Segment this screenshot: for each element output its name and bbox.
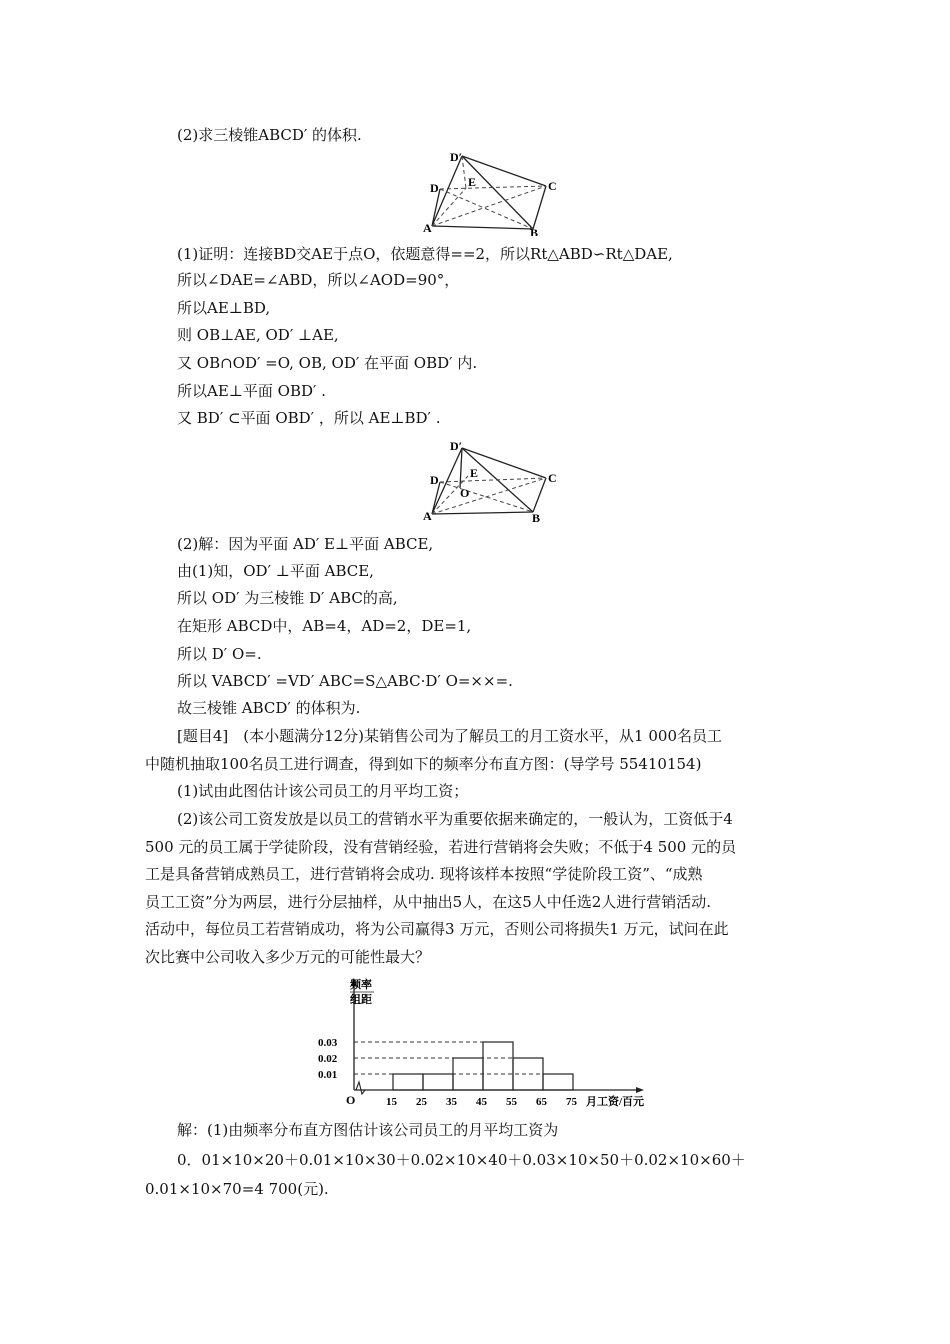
answer-line-3: 0.01×10×70=4 700(元). — [145, 1180, 329, 1198]
y-tick-label: 0.02 — [318, 1053, 338, 1065]
problem4-line-7: 员工工资”分为两层，进行分层抽样，从中抽出5人，在这5人中任选2人进行营销活动. — [145, 893, 712, 911]
fig2-label-dprime: D′ — [450, 439, 463, 453]
solution-line-1: (2)解：因为平面 AD′ E⊥平面 ABCE, — [177, 535, 434, 553]
proof-line-2: 所以∠DAE=∠ABD，所以∠AOD=90°， — [177, 271, 460, 289]
solution-line-2: 由(1)知，OD′ ⊥平面 ABCE, — [177, 562, 374, 580]
frequency-histogram — [318, 976, 668, 1118]
fig1-label-dprime: D′ — [450, 150, 463, 164]
proof-line-4: 则 OB⊥AE, OD′ ⊥AE, — [177, 326, 339, 344]
proof-line-7: 又 BD′ ⊂平面 OBD′ ，所以 AE⊥BD′ . — [177, 409, 441, 427]
fig2-label-d: D — [430, 473, 439, 487]
x-axis-title: 月工资/百元 — [586, 1096, 645, 1108]
x-axis-arrow — [636, 1087, 644, 1093]
fig1-label-d: D — [430, 181, 439, 195]
problem4-line-2: 中随机抽取100名员工进行调查，得到如下的频率分布直方图：(导学号 55410154) — [145, 755, 702, 773]
histogram-bar — [423, 1074, 453, 1090]
fig2-label-o: O — [460, 486, 470, 500]
x-tick-label: 35 — [446, 1096, 457, 1108]
fig2-label-e: E — [470, 466, 479, 480]
histogram-bar — [393, 1074, 423, 1090]
fig1-label-c: C — [548, 179, 557, 193]
problem4-line-5: 500 元的员工属于学徒阶段，没有营销经验，若进行营销将会失败；不低于4 500 元的员 — [145, 838, 737, 856]
fig1-label-a: A — [423, 221, 432, 235]
solution-line-3: 所以 OD′ 为三棱锥 D′ ABC的高, — [177, 589, 398, 607]
fig2-label-c: C — [548, 471, 557, 485]
origin-label: O — [346, 1093, 356, 1107]
proof-line-1: (1)证明：连接BD交AE于点O，依题意得==2，所以Rt△ABD∽Rt△DAE, — [177, 245, 673, 263]
x-tick-label: 75 — [566, 1096, 577, 1108]
x-tick-label: 55 — [506, 1096, 517, 1108]
histogram-bar — [483, 1042, 513, 1090]
fig1-label-e: E — [468, 175, 477, 189]
problem4-line-8: 活动中，每位员工若营销成功，将为公司赢得3 万元，否则公司将损失1 万元，试问在此 — [145, 920, 729, 938]
solution-line-6: 所以 VABCD′ =VD′ ABC=S△ABC·D′ O=××=. — [177, 672, 513, 690]
problem4-line-4: (2)该公司工资发放是以员工的营销水平为重要依据来确定的，一般认为，工资低于4 — [177, 810, 733, 828]
fig2-label-a: A — [423, 509, 432, 523]
x-tick-label: 15 — [386, 1096, 397, 1108]
y-tick-label: 0.03 — [318, 1037, 338, 1049]
figure-tetrahedron-2 — [420, 436, 570, 531]
y-label-bottom: 组距 — [350, 994, 372, 1006]
histogram-bar — [543, 1074, 573, 1090]
answer-line-1: 解：(1)由频率分布直方图估计该公司员工的月平均工资为 — [177, 1121, 559, 1139]
problem4-line-3: (1)试由此图估计该公司员工的月平均工资； — [177, 782, 469, 800]
fig2-label-b: B — [532, 511, 541, 525]
proof-line-3: 所以AE⊥BD, — [177, 299, 271, 317]
solution-line-5: 所以 D′ O=. — [177, 645, 262, 663]
proof-line-6: 所以AE⊥平面 OBD′ . — [177, 382, 326, 400]
axis-break — [356, 1082, 365, 1094]
figure-tetrahedron-1 — [420, 146, 570, 236]
solution-line-4: 在矩形 ABCD中，AB=4，AD=2，DE=1, — [177, 617, 472, 635]
y-label-top: 频率 — [350, 979, 372, 991]
answer-line-2: 0．01×10×20＋0.01×10×30＋0.02×10×40＋0.03×10×50＋0.02×10×60＋ — [177, 1151, 746, 1169]
proof-line-5: 又 OB∩OD′ =O, OB, OD′ 在平面 OBD′ 内. — [177, 354, 478, 372]
x-tick-label: 25 — [416, 1096, 427, 1108]
x-tick-label: 65 — [536, 1096, 547, 1108]
problem4-line-6: 工是具备营销成熟员工，进行营销将会成功. 现将该样本按照“学徒阶段工资”、“成熟 — [145, 865, 703, 883]
fig1-label-b: B — [530, 226, 539, 236]
problem4-line-1: [题目4] (本小题满分12分)某销售公司为了解员工的月工资水平，从1 000名员工 — [177, 727, 722, 745]
x-tick-label: 45 — [476, 1096, 487, 1108]
question-part2: (2)求三棱锥ABCD′ 的体积. — [177, 126, 362, 144]
problem4-line-9: 次比赛中公司收入多少万元的可能性最大？ — [145, 948, 431, 966]
y-tick-label: 0.01 — [318, 1069, 338, 1081]
solution-line-7: 故三棱锥 ABCD′ 的体积为. — [177, 699, 361, 717]
